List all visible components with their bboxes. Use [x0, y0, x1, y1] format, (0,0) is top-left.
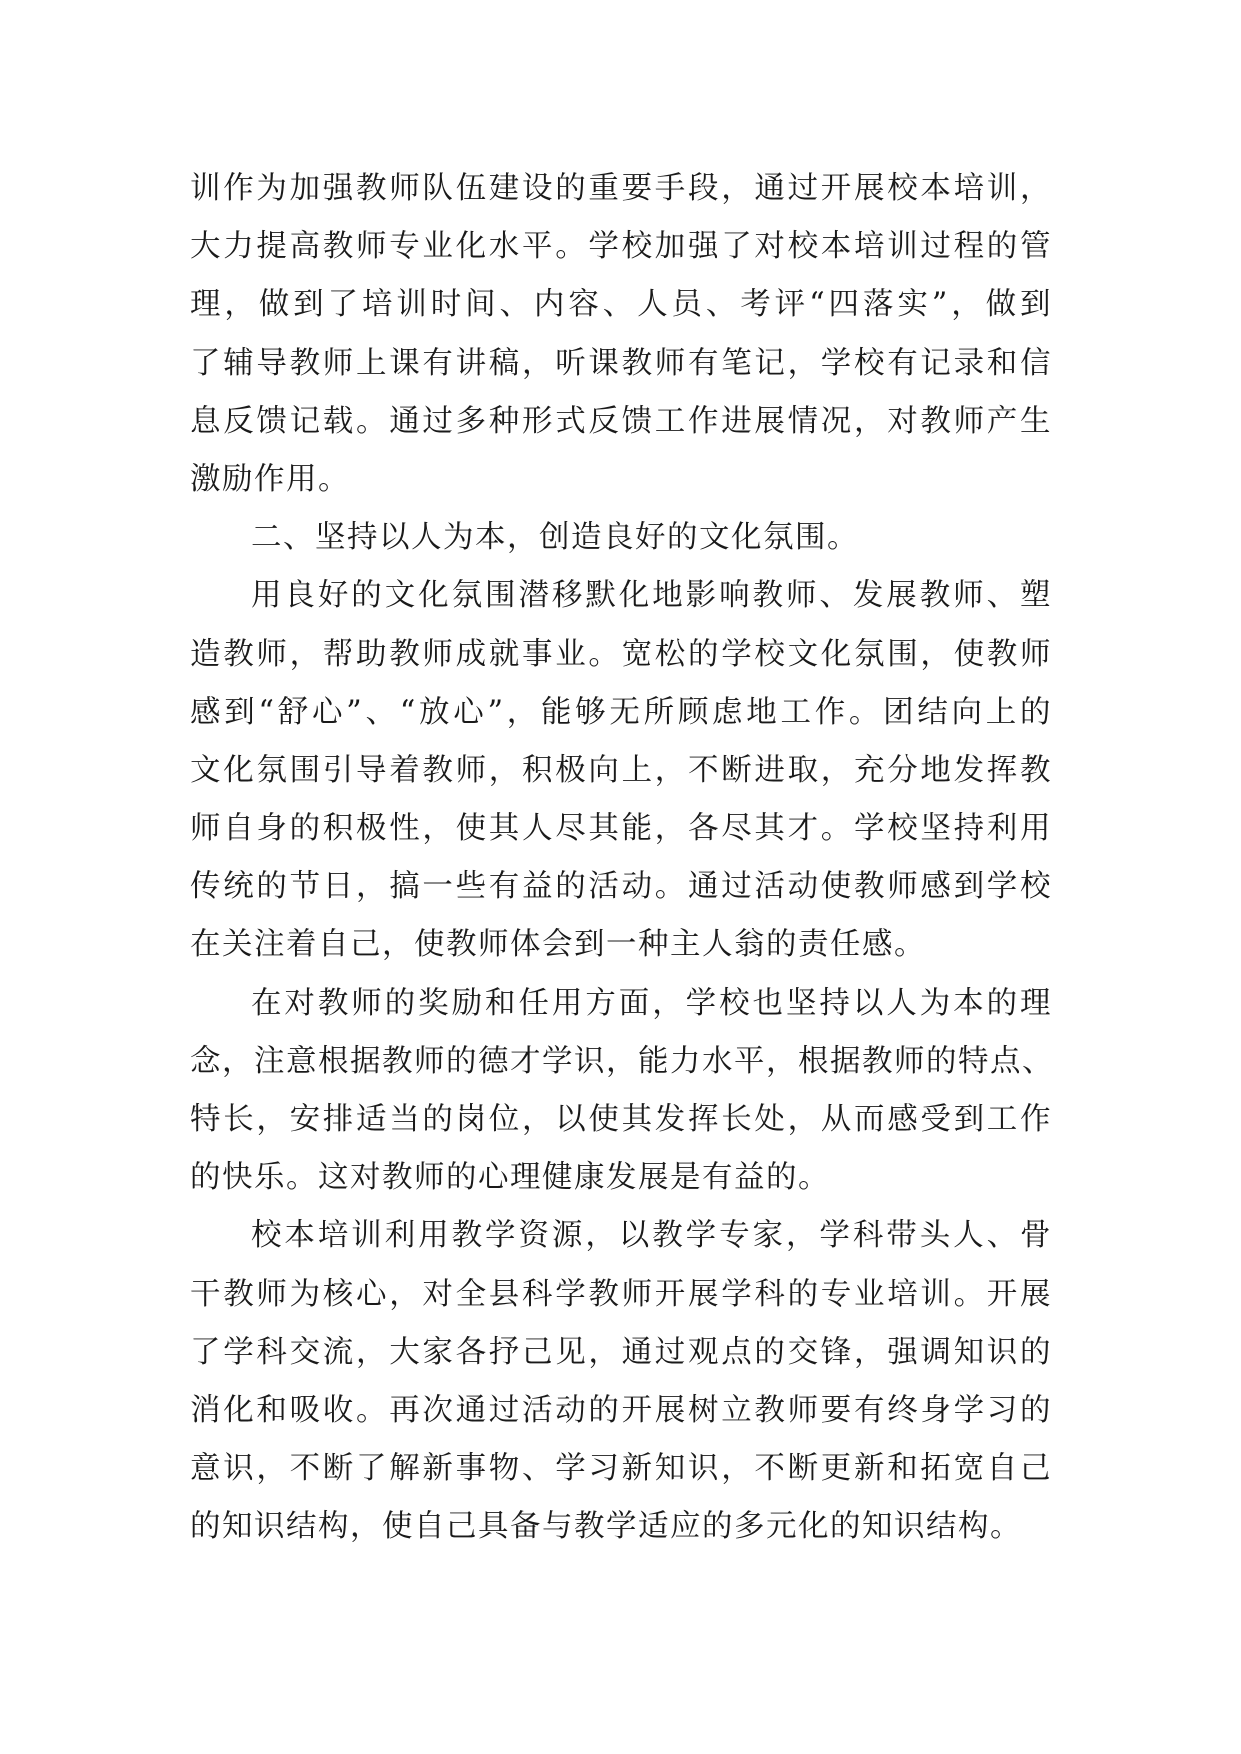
text-line: 了学科交流，大家各抒己见，通过观点的交锋，强调知识的 — [190, 1334, 1052, 1370]
text-line: 用良好的文化氛围潜移默化地影响教师、发展教师、塑 — [251, 578, 1052, 614]
text-line: 师自身的积极性，使其人尽其能，各尽其才。学校坚持利用 — [190, 811, 1052, 847]
text-line: 训作为加强教师队伍建设的重要手段，通过开展校本培训， — [190, 171, 1052, 206]
section-heading: 二、坚持以人为本，创造良好的文化氛围。 — [251, 520, 859, 556]
text-line: 激励作用。 — [190, 461, 350, 497]
text-line: 的知识结构，使自己具备与教学适应的多元化的知识结构。 — [190, 1509, 1022, 1545]
text-line: 造教师，帮助教师成就事业。宽松的学校文化氛围，使教师 — [190, 636, 1052, 672]
text-line: 在关注着自己，使教师体会到一种主人翁的责任感。 — [190, 927, 926, 963]
paragraph-3 — [190, 567, 1052, 974]
text-line: 理，做到了培训时间、内容、人员、考评“四落实”，做到 — [190, 287, 1052, 323]
text-line: 的快乐。这对教师的心理健康发展是有益的。 — [190, 1160, 830, 1196]
text-line: 大力提高教师专业化水平。学校加强了对校本培训过程的管 — [190, 229, 1052, 265]
text-line: 文化氛围引导着教师，积极向上，不断进取，充分地发挥教 — [190, 752, 1052, 788]
text-line: 感到“舒心”、“放心”，能够无所顾虑地工作。团结向上的 — [190, 694, 1052, 730]
text-line: 了辅导教师上课有讲稿，听课教师有笔记，学校有记录和信 — [190, 345, 1052, 381]
text-line: 传统的节日，搞一些有益的活动。通过活动使教师感到学校 — [190, 869, 1052, 905]
text-line: 特长，安排适当的岗位，以使其发挥长处，从而感受到工作 — [190, 1102, 1052, 1137]
text-line: 干教师为核心，对全县科学教师开展学科的专业培训。开展 — [190, 1276, 1052, 1312]
text-line: 在对教师的奖励和任用方面，学校也坚持以人为本的理 — [251, 985, 1052, 1021]
body-text — [190, 160, 1052, 1557]
text-line: 意识，不断了解新事物、学习新知识，不断更新和拓宽自己 — [190, 1451, 1052, 1487]
paragraph-5 — [190, 1207, 1052, 1556]
text-line: 念，注意根据教师的德才学识，能力水平，根据教师的特点、 — [190, 1043, 1054, 1079]
text-line: 消化和吸收。再次通过活动的开展树立教师要有终身学习的 — [190, 1392, 1052, 1428]
paragraph-1 — [190, 160, 1052, 509]
text-line: 息反馈记载。通过多种形式反馈工作进展情况，对教师产生 — [190, 403, 1052, 439]
text-line: 校本培训利用教学资源，以教学专家，学科带头人、骨 — [251, 1218, 1052, 1254]
paragraph-4 — [190, 975, 1052, 1208]
section-heading-2 — [190, 509, 1052, 567]
